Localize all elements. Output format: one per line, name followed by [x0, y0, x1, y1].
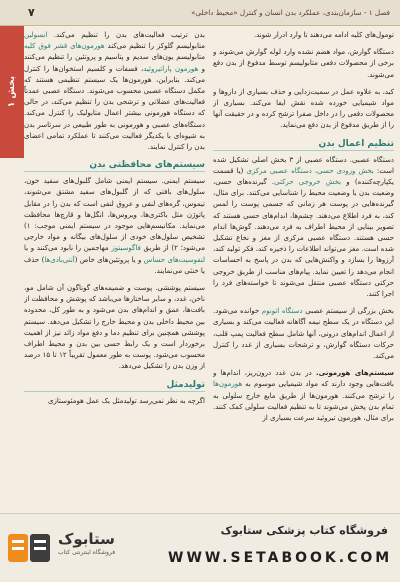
paragraph: دستگاه گوارش، مواد هضم نشده وارد لوله گوارش می‌شوند و برخی از محصولات دفعی متابولیسم توسط مدفوع از بدن دفع می‌شوند.: [213, 48, 394, 79]
logo-text: [58, 530, 138, 557]
paragraph: تومول‌های کلیه ادامه می‌دهند تا وارد ادرار شوند.: [253, 31, 394, 39]
store-url-link[interactable]: WWW.SETABOOK.COM: [168, 550, 393, 566]
section-side-tab-label: بخش ۱: [7, 76, 17, 108]
paragraph: سیستم پوششی. پوست و ضمیمه‌های گوناگون آن شامل مو، ناخن، غدد، و سایر ساختارها می‌باشد که پوشش و محافظت از بافت‌ها، عمق و اندام‌های بدن می‌شود و به طور کل، محدوده بین محیط داخلی بدن و محیط خارج را تشکیل می‌دهد. سیستم پوششی همچنین برای تنظیم دما و دفع مواد زائد نیز از اهمیت برخوردار است و یک رابط حسی بین بدن و محیط اطراف محسوب می‌شود. پوست به طور معمول تقریباً ۱۲ تا ۱۵ درصد از وزن بدن را تشکیل می‌دهد.: [24, 284, 205, 371]
setabook-logo-icon: [6, 528, 54, 568]
paragraph: سیستم‌های هورمونی. در بدن غدد درون‌ریز، اندام‌ها و بافت‌هایی وجود دارند که مواد شیمیایی موسوم به هورمون‌ها را ترشح می‌کنند. هورمون‌ها از طریق مایع خارج سلولی به تمام بدن پخش می‌شوند تا به تنظیم فعالیت سلولی کمک کنند. برای مثال، هورمون تیروئید سرعت بسیاری از: [213, 369, 394, 423]
section-heading: تولیدمثل: [24, 380, 205, 392]
paragraph: بخش بزرگی از سیستم عصبی دستگاه اتونوم خوانده می‌شود. این دستگاه در یک سطح نیمه آگاهانه فعالیت می‌کند و بسیاری از اعمال اندام‌های درونی، آنها شامل سطح فعالیت پمپ قلب، حرکات دستگاه گوارش، و ترشحات بسیاری از غدد را کنترل می‌کند.: [213, 307, 394, 361]
page-header: [0, 0, 400, 26]
paragraph: بدن ترتیب فعالیت‌های بدن را تنظیم می‌کند. انسولین متابولیسم گلوکز را تنظیم می‌کند هورمون‌های قشر فوق کلیه متابولیسم یون‌های سدیم و پتاسیم و پروتئین را تنظیم می‌کنند و هورمون پاراتیروئید، فسفات و کلسیم استخوان‌ها را کنترل می‌کند. بنابراین، هورمون‌ها یک سیستم تنظیمی هستند که مکمل دستگاه عصبی محسوب می‌شوند. دستگاه عصبی عمدتاً فعالیت‌های عضلانی و ترشحی بدن را تنظیم می‌کند، در حالی که دستگاه هورمونی بیشتر اعمال متابولیک را کنترل می‌کند. دستگاه‌های عصبی و هورمونی به طور طبیعی در سرتاسر بدن به شیوه‌ای با یکدیگر فعالیت می‌کنند تا عملکرد تمامی اعضای بدن را کنترل نمایند.: [24, 31, 205, 152]
store-title: فروشگاه کتاب پزشکی ستابوک: [220, 524, 388, 537]
left-column: [24, 30, 205, 510]
logo-wordmark: ستابوک: [58, 530, 115, 548]
section-heading: سیستم‌های محافظتی بدن: [24, 160, 205, 172]
logo-tagline: فروشگاه اینترنتی کتاب: [58, 549, 116, 556]
store-footer: [0, 513, 400, 582]
section-heading: تنظیم اعمال بدن: [213, 139, 394, 151]
paragraph: اگرچه به نظر نمی‌رسد تولیدمثل یک عمل هومئوستازی: [48, 396, 205, 405]
paragraph: سیستم ایمنی. سیستم ایمنی شامل گلبول‌های سفید خون، سلول‌های بافتی که از گلبول‌های سفید مشتق می‌شوند، تیموس، گره‌های لنفی و عروق لنفی است که بدن را در مقابل پاتوژن مثل باکتری‌ها، ویروس‌ها، انگل‌ها و قارچ‌ها محافظت می‌نماید. مکانیسم‌هایی موجود در سیستم ایمنی موجب: ۱) تشخیص سلول‌های خودی از سلول‌های بیگانه و مواد خارجی می‌شود؛ ۲) از طریق فاگوسیتوز مهاجمین را نابود می‌کنند و یا لنفوسیت‌های حساس و یا پروتئین‌های خاص (آنتی‌بادی‌ها) حذف یا خنثی می‌نمایند.: [24, 177, 205, 275]
section-side-tab: [0, 26, 24, 158]
right-column: [213, 30, 394, 510]
paragraph: کبد، به علاوه عمل در سمیت‌زدایی و حذف بسیاری از داروها و مواد شیمیایی خورده شده نقش ایفا می‌کند. بسیاری از محصولات دفعی را در داخل صفرا ترشح کرده و در حقیقت آنها را از طریق مدفوع از بدن دفع می‌نماید.: [213, 87, 394, 130]
page-number: ۷: [28, 6, 35, 19]
chapter-title: فصل ۱ - سازمان‌بندی، عملکرد بدن انسان و کنترل «محیط داخلی»: [191, 8, 390, 17]
paragraph: دستگاه عصبی. دستگاه عصبی از ۳ بخش اصلی تشکیل شده است: بخش ورودی حسی، دستگاه عصبی مرکزی (یا قسمت یکپارچه‌کننده) و بخش خروجی حرکتی. گیرنده‌های حسی، وضعیت بدن یا وضعیت محیط را شناسایی می‌کنند. برای مثال، گیرنده‌هایی در پوست هر زمانی که جسمی پوست را لمس کند، به فرد اطلاع می‌دهند. چشم‌ها، اندام‌های حسی هستند که تصویر بینایی از محیط اطراف به فرد می‌دهند. گوش‌ها اندام حسی هستند. دستگاه عصبی مرکزی از مغز و نخاع تشکیل شده است. مغز می‌تواند اطلاعات را ذخیره کند، فکر تولید کند، آرزوها را بسازد و واکنش‌هایی که بدن در پاسخ به احساسات انجام می‌دهد را تعیین نماید. پیام‌های مناسب از طریق خروجی حرکتی دستگاه عصبی منتقل می‌شوند تا خواسته‌های فرد را اجرا کنند.: [213, 155, 394, 299]
text-columns: [24, 30, 394, 510]
